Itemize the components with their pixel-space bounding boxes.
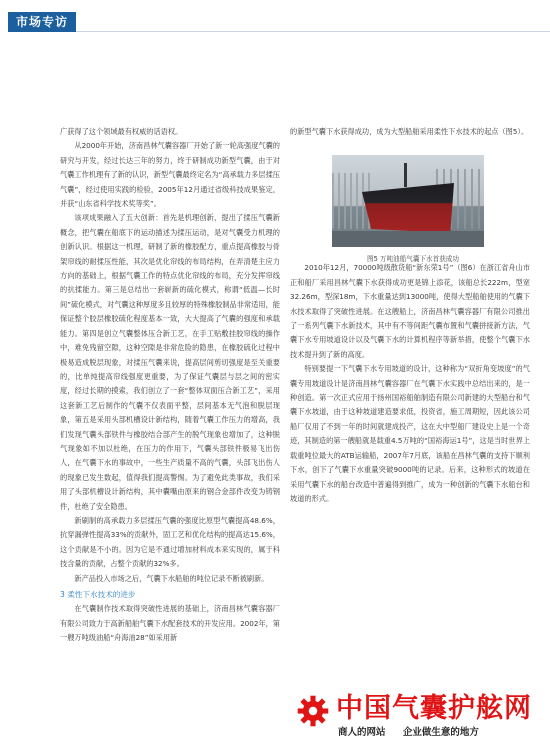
paragraph: 新产品投入市场之后，气囊下水船舶的吨位记录不断被刷新。: [74, 573, 269, 583]
logo-title: 中国气囊护舷网: [336, 693, 532, 724]
photo-caption: 图5 万吨油船气囊下水首获成功: [366, 255, 459, 263]
logo-subtitle-left: 商人的网站: [338, 727, 386, 738]
ship-launch-photo: [332, 155, 484, 247]
paragraph: 2010年12月，70000吨级散货船“新东荣1号”（图6）在浙江省舟山市正和船厂采用昌林气囊下水获得成功更是锦上添花，该船总长222m，型宽32.26m，型深18m，下水重量达到13000吨，使得大型船舶使用的气囊下水技术取得了突破性进展。在这艘船上，济南昌林气囊容器厂有限公司推出了一系列气囊下水新技术，其中有不等间距气囊布置和气囊拼接新方法，气囊下水专用坡道设计以及气囊下水的计算机程序等新举措，使整个气囊下水技术提升到了新的高度。: [290, 263, 530, 359]
left-column: [60, 125, 280, 646]
gear-icon: [296, 694, 330, 728]
site-logo: [280, 680, 550, 755]
section-tab: 市场专访: [8, 12, 76, 32]
paragraph: 的新型气囊下水获得成功，成为大型船舶采用柔性下水技术的起点（图5）。: [290, 127, 529, 136]
paragraph: 从2000年开始，济南昌林气囊容器厂开始了新一轮高强度气囊的研究与开发，经过长达三年的努力，终于研制成功新型气囊，由于对气囊工作机理有了新的认识，新型气囊最终定名为“高承载力多层揉压气囊”，经过使用实践的检验，2005年12月通过省级科技成果鉴定，并获“山东省科学技术奖等奖”。: [60, 141, 280, 209]
ship-mast: [404, 163, 407, 187]
logo-subtitle-right: 企业做生意的地方: [402, 727, 479, 738]
slipway-ground: [332, 231, 484, 247]
section-subheading: 3 柔性下水技术的进步: [60, 590, 136, 599]
paragraph: 特别要提一下气囊下水专用坡道的设计，这种称为“双折角变坡度”的气囊专用坡道设计是济南昌林气囊容器厂在气囊下水实践中总结出来的，是一种创造。第一次正式应用于扬州国裕船舶制造有限公司新建的大型船台和气囊下水坡道，由于这种坡道建造要求低，投资省，施工周期短，因此该公司船厂仅用了不到一年的时间就建成投产，这在大中型船厂建设史上是一个奇迹，其制造的第一艘船就是载重4.5万吨的“国裕海运1号”，这是当时世界上载重吨位最大的ATB运输船，2007年7月底，该船在昌林气囊的支持下顺利下水，创下了气囊下水重量突破9000吨的记录。后来，这种形式的坡道在采用气囊下水的船台改造中普遍得到推广，成为一种创新的气囊下水船台和坡道的形式。: [290, 364, 530, 503]
ship-hull: [362, 183, 454, 233]
paragraph: 该项成果融入了五大创新：首先是机理创新，提出了揉压气囊新概念，把气囊在船底下的运动描述为揉压运动，是对气囊受力机理的创新认识。根据这一机理，研制了新的橡胶配方，重点提高橡胶与骨架帘线的耐揉压性能，其次是优化帘线的布局结构，在弄清楚主应力方向的基础上，根据气囊工作的特点优化帘线的布局，充分发挥帘线的抗揉能力。第三是总结出一套崭新的硫化模式，称谓“低温—长时间”硫化模式，对气囊这种厚度多且较厚的特殊橡胶制品非常适用，能保证整个胶层橡胶硫化程度基本一致，大大提高了气囊的强度和承载能力。第四是创立气囊整体压合新工艺，在手工贴敷挂胶帘线的操作中，难免残留空隙，这种空隙是非常危险的隐患，在橡胶硫化过程中极易造成脱层现象，对揉压气囊来说，提高层间剪切强度是至关重要的，比单纯提高帘线强度更重要，为了保证气囊层与层之间的密实度，经过长期的摸索，我们创立了一套“整体双面压合新工艺”，采用这套新工艺后制作的气囊不仅表面平整，层间基本无气泡和脱层现象，第五是采用头部机槽设计新结构，随着气囊工作压力的增高，我们发现气囊头部铁件与橡胶结合部产生的脱气现象也增加了，这种脱气现象如不加以杜绝，在压力的作用下，气囊头部铁件极易飞出伤人，在气囊下水的事故中，一些生产质量不高的气囊，头部飞出伤人的现象已发生数起，值得我们提高警惕。为了避免此类事故，我们采用了头部机槽设计新结构，其中囊嘴由原来的钢合金部件改变为铸钢件，杜绝了安全隐患。: [60, 213, 280, 511]
paragraph: 广获得了这个领域最有权威的话语权。: [60, 127, 183, 136]
paragraph: 在气囊制作技术取得突破性进展的基础上，济南昌林气囊容器厂有限公司致力于高新船舶气囊下水配套技术的开发应用。2002年，第一艘万吨级油船“舟海油28”如采用新: [60, 604, 280, 643]
logo-subtitle: [338, 724, 548, 738]
paragraph: 新刷制的高承载力多层揉压气囊的强度比原型气囊提高48.6%，抗穿漏弹性提高33%的贡献外，固工艺和优化结构的提高达15.6%，这个贡献是不小的。因为它是不通过增加材料成本来实现的，属于科技含量的贡献，占整个贡献的32%多。: [60, 515, 280, 569]
header-rule: [76, 31, 550, 32]
